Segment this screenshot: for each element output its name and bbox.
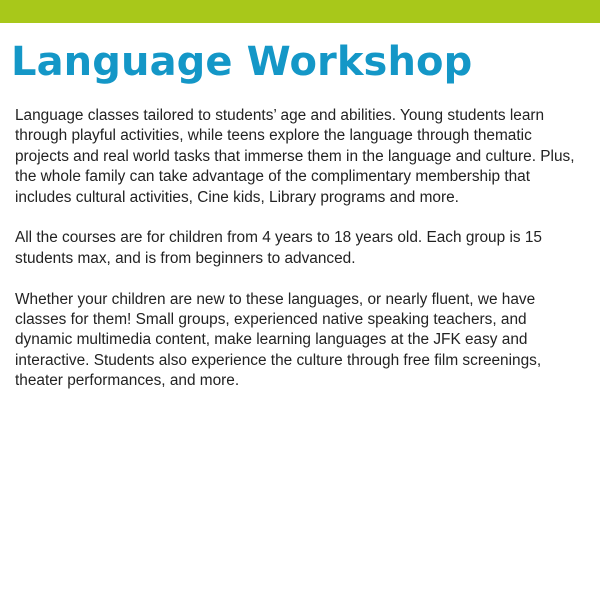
paragraph-intro: Language classes tailored to students’ age and abilities. Young students learn through playful activities, while teens explore the language through thematic projects and real world tasks that immerse them in the language and culture. Plus, the whole family can take advantage of the complimentary membership that includes cultural activities, Cine kids, Library programs and more. <box>15 107 575 206</box>
paragraph-classes: Whether your children are new to these languages, or nearly fluent, we have classes for them! Small groups, experienced native speaking teachers, and dynamic multimedia content, make learning languages at the JFK easy and interactive. Students also experience the culture through free film screenings, theater performances, and more. <box>15 290 542 390</box>
top-accent-bar <box>0 0 600 23</box>
page-title: Language Workshop <box>11 39 473 85</box>
paragraph-courses: All the courses are for children from 4 years to 18 years old. Each group is 15 students max, and is from beginners to advanced. <box>15 229 542 267</box>
content-body <box>15 106 585 412</box>
